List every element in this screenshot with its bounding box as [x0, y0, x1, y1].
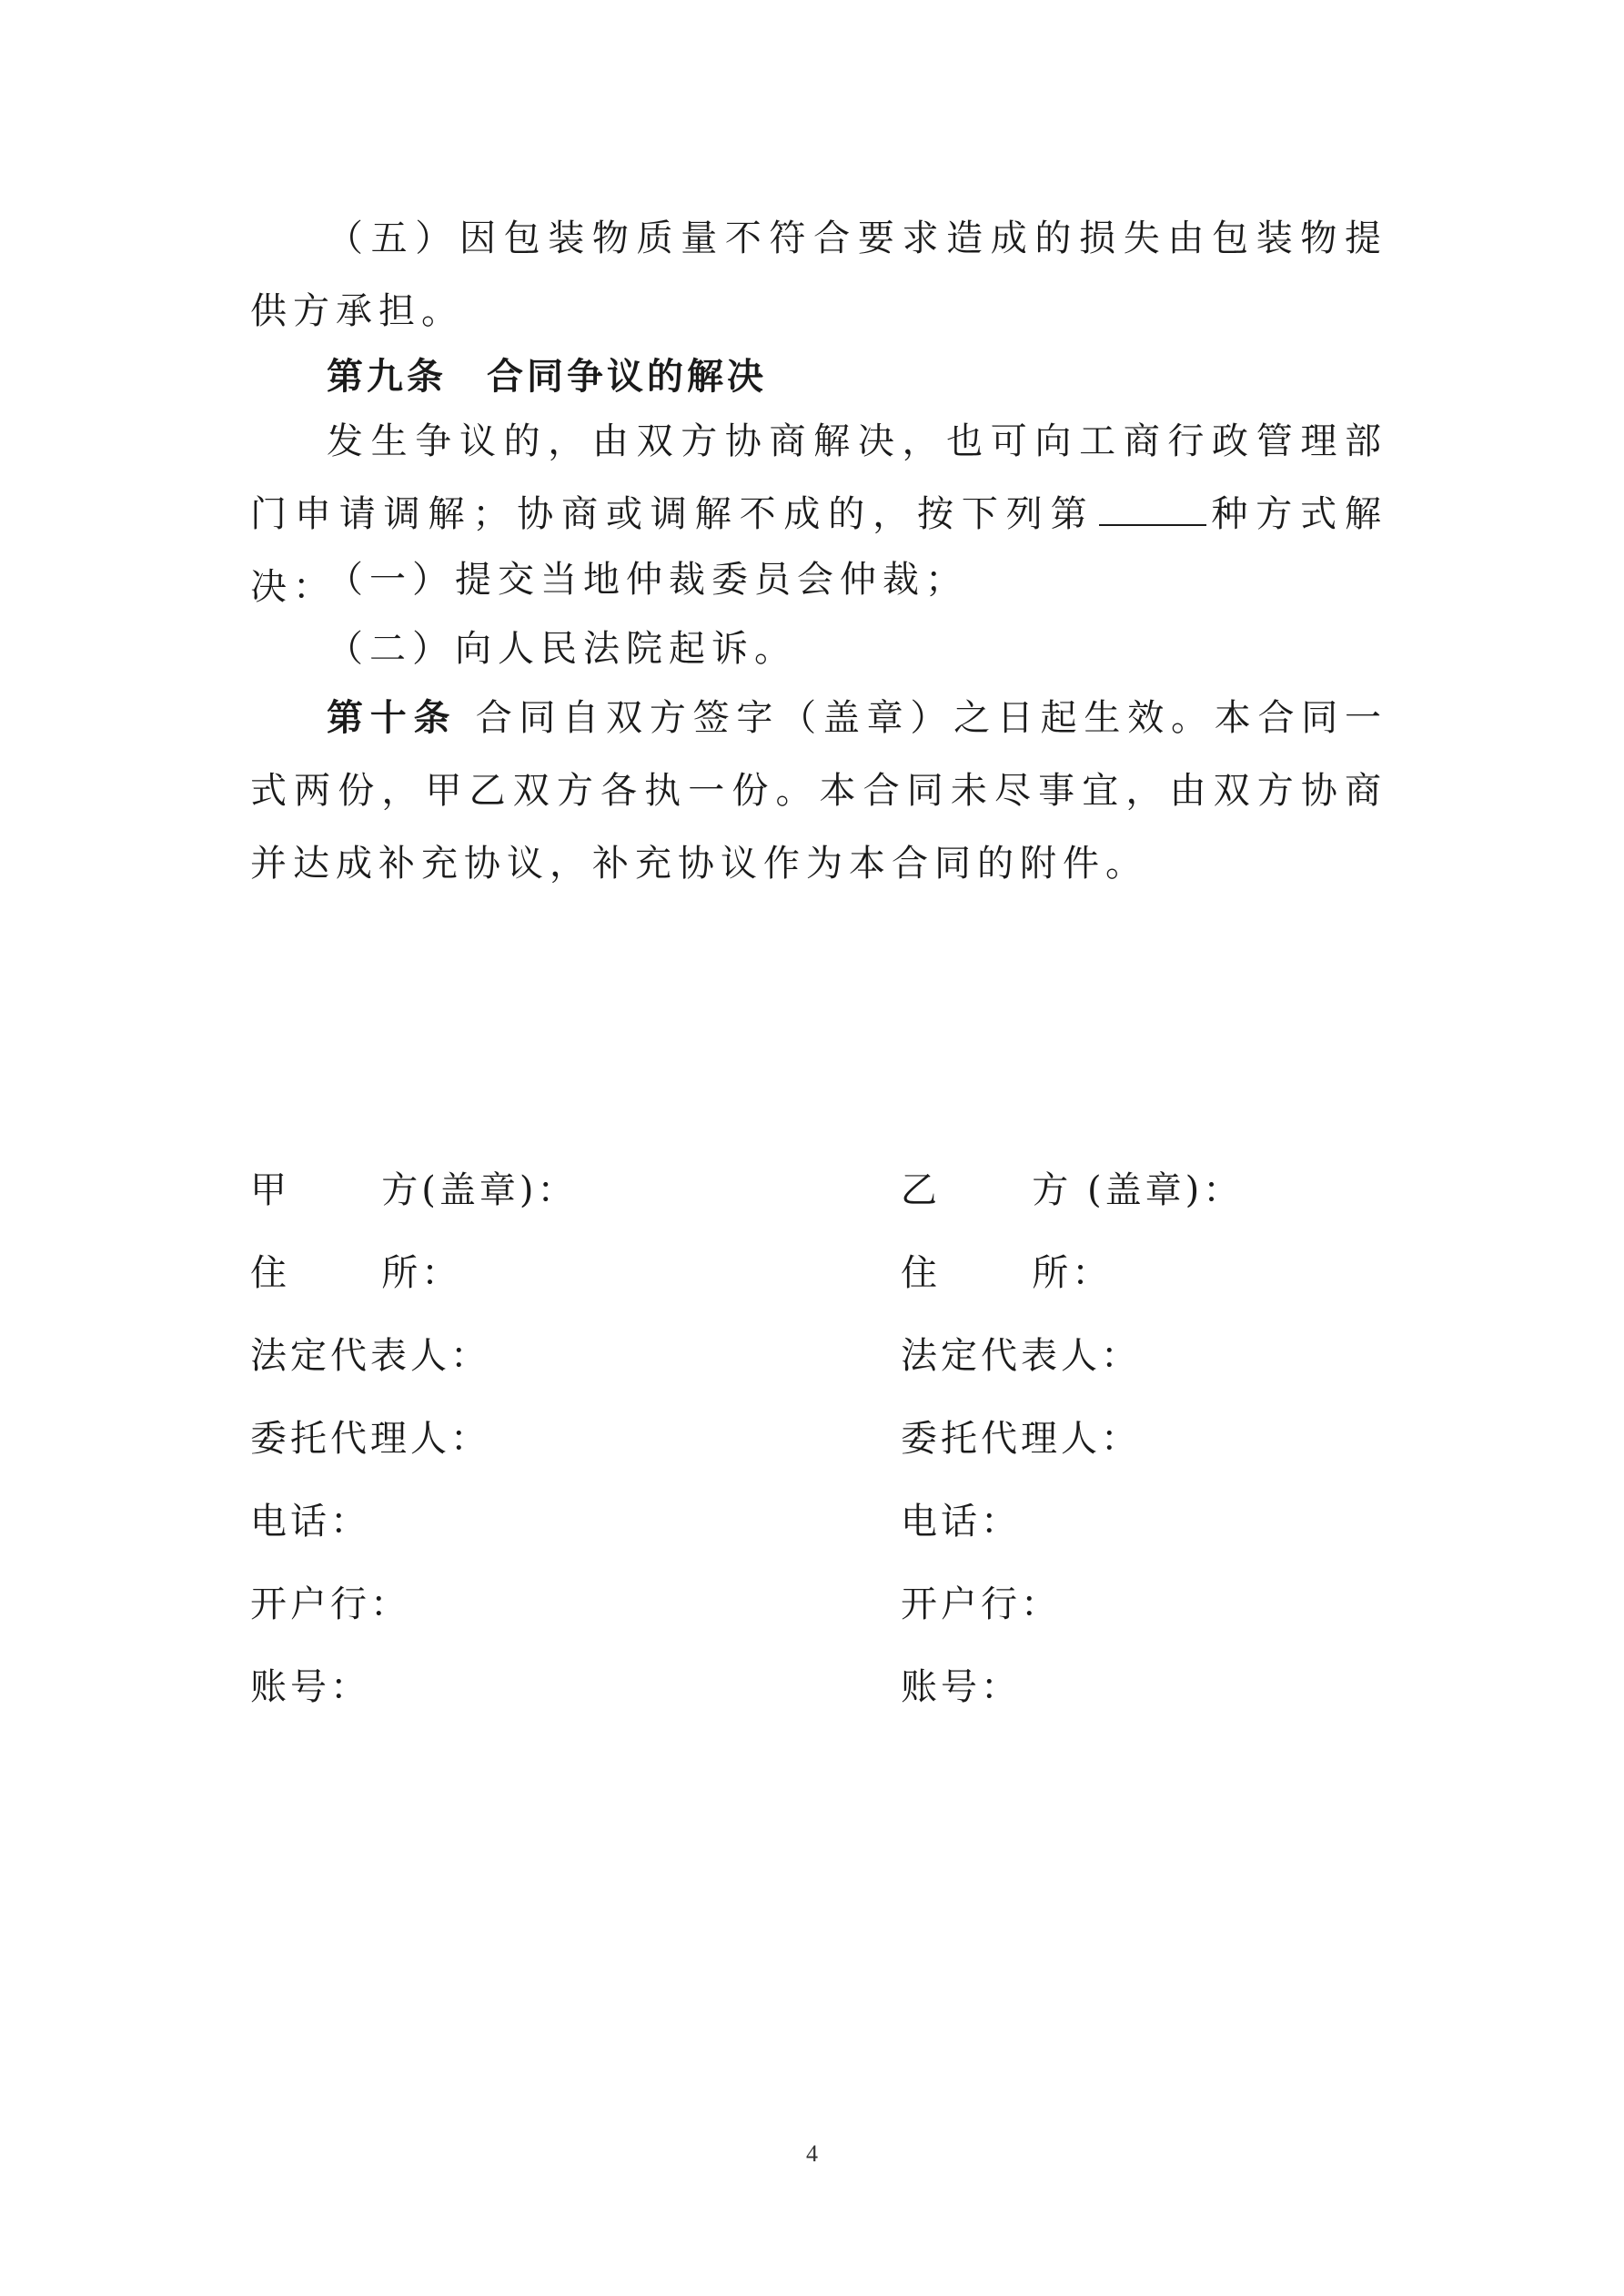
clause-9-option-1-text: （一）提交当地仲裁委员会仲裁； [327, 559, 968, 601]
clause-10-number: 第十条 [327, 697, 458, 739]
clause-9-body-before-blank: 发生争议的，由双方协商解决，也可向工商行政管理部门申请调解；协商或调解不成的，按下列第 [250, 420, 1387, 535]
clause-9-option-2 [250, 612, 1387, 685]
clause-10-body: 合同自双方签字（盖章）之日起生效。本合同一式两份，甲乙双方各执一份。本合同未尽事宜，由双方协商并达成补充协议，补充协议作为本合同的附件。 [250, 697, 1388, 885]
clause-9-number: 第九条 [327, 356, 447, 398]
party-a-legal-rep-label: 法定代表人： [250, 1335, 490, 1377]
party-b-account-label: 账号： [901, 1666, 1021, 1708]
party-b-address-label: 住 所： [901, 1252, 1113, 1294]
party-b-label: 乙 方 (盖章)： [901, 1169, 1244, 1211]
clause-10 [250, 682, 1387, 900]
party-b-legal-rep-label: 法定代表人： [901, 1335, 1141, 1377]
clause-9-body-after-blank: 种方式解决： [250, 493, 1388, 608]
party-a-address-label: 住 所： [250, 1252, 462, 1294]
party-a-agent-label: 委托代理人： [250, 1418, 490, 1460]
party-b-agent-label: 委托代理人： [901, 1418, 1141, 1460]
page-number: 4 [806, 2140, 818, 2167]
clause-9-option-1 [250, 543, 1387, 616]
clause-9-title: 合同争议的解决 [487, 356, 767, 398]
party-b-signature-block [901, 1154, 1243, 1734]
party-a-signature-block [250, 1154, 578, 1734]
clause-8-item-5-text: （五）因包装物质量不符合要求造成的损失由包装物提供方承担。 [250, 217, 1387, 332]
party-a-phone-label: 电话： [250, 1501, 370, 1542]
party-a-account-label: 账号： [250, 1666, 370, 1708]
party-b-bank-label: 开户行： [901, 1583, 1061, 1625]
party-a-bank-label: 开户行： [250, 1583, 410, 1625]
clause-9-option-2-text: （二）向人民法院起诉。 [327, 628, 797, 670]
clause-9-heading [327, 340, 767, 413]
party-a-label: 甲 方(盖章)： [250, 1169, 578, 1211]
party-b-phone-label: 电话： [901, 1501, 1021, 1542]
clause-8-item-5 [250, 202, 1387, 348]
blank-line [1099, 493, 1206, 526]
